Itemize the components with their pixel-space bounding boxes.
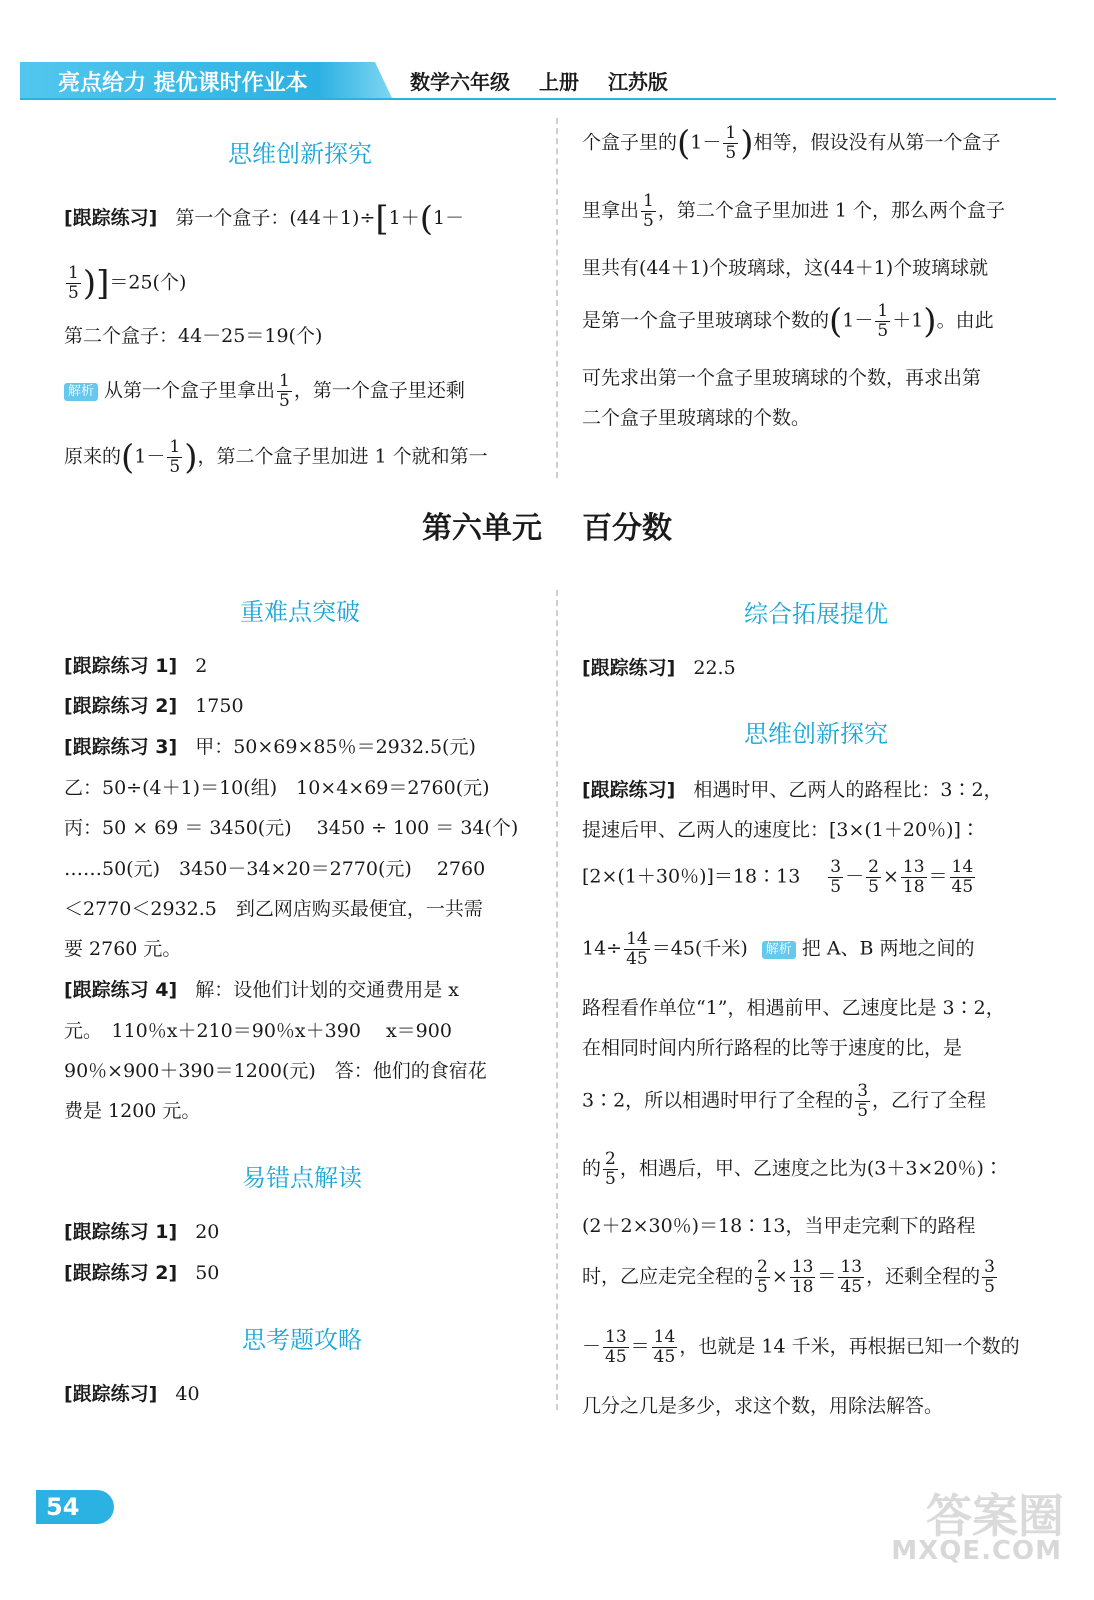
section-title-thinking: 思考题攻略 xyxy=(242,1326,362,1354)
top-left-line-4 xyxy=(64,372,465,411)
innovation-line-5: 路程看作单位“1”，相遇前甲、乙速度比是 3∶2， xyxy=(582,997,1005,1019)
text: 解：设他们计划的交通费用是 x xyxy=(195,979,459,1001)
fraction xyxy=(901,858,927,897)
exercise-3-line-2: 乙：50÷(4＋1)＝10(组) 10×4×69＝2760(元) xyxy=(64,777,490,799)
denominator: 5 xyxy=(868,877,879,897)
denominator: 45 xyxy=(626,949,648,969)
numerator: 3 xyxy=(857,1081,869,1101)
operator: － xyxy=(845,865,865,888)
exercise-4-line-3: 90％×900＋390＝1200(元) 答：他们的食宿花 xyxy=(64,1060,487,1082)
text: 从第一个盒子里拿出 xyxy=(104,379,276,402)
text: 原来的 xyxy=(64,445,122,468)
bracket-close: ] xyxy=(96,263,110,304)
exercise-tag: [跟踪练习] xyxy=(64,1383,158,1405)
operator: × xyxy=(882,865,899,888)
fraction xyxy=(866,858,881,897)
text: 的 xyxy=(582,1157,602,1180)
mistake-exercise-1 xyxy=(64,1220,219,1244)
denominator: 5 xyxy=(877,321,889,341)
fraction xyxy=(652,1328,678,1367)
text: ＝45(千米) xyxy=(651,937,748,960)
text: ，相遇后，甲、乙速度之比为(3＋3×20％)∶ xyxy=(619,1157,1003,1180)
fraction xyxy=(755,1258,770,1297)
denominator: 5 xyxy=(68,283,79,303)
text: 里拿出 xyxy=(582,199,640,222)
text: 14÷ xyxy=(582,937,623,960)
answer: 50 xyxy=(195,1262,220,1284)
innovation-line-4 xyxy=(582,930,975,969)
denominator: 5 xyxy=(169,457,181,477)
denominator: 5 xyxy=(984,1277,995,1297)
exercise-3-line-4: ……50(元) 3450－34×20＝2770(元) 2760 xyxy=(64,858,486,880)
text: [2×(1＋30％)]＝18∶13 xyxy=(582,865,801,888)
top-left-line-1 xyxy=(64,199,465,239)
numerator: 13 xyxy=(840,1257,863,1277)
text: ＋1 xyxy=(892,309,924,332)
denominator: 45 xyxy=(605,1347,627,1367)
exercise-tag: [跟踪练习] xyxy=(582,657,676,679)
numerator: 13 xyxy=(605,1327,627,1347)
operator: × xyxy=(771,1265,788,1288)
numerator: 14 xyxy=(653,1327,676,1347)
denominator: 5 xyxy=(725,143,737,163)
top-right-line-6: 二个盒子里玻璃球的个数。 xyxy=(582,407,811,429)
fraction xyxy=(855,1082,870,1121)
text: ，也就是 14 千米，再根据已知一个数的 xyxy=(679,1335,1020,1358)
header-volume: 上册 xyxy=(538,70,579,94)
top-right-line-1 xyxy=(582,124,1000,163)
exercise-3-line-3: 丙：50 × 69 ＝ 3450(元) 3450 ÷ 100 ＝ 34(个) xyxy=(64,817,519,839)
fraction xyxy=(982,1258,997,1297)
denominator: 45 xyxy=(951,877,974,897)
numerator: 1 xyxy=(279,371,290,391)
fraction xyxy=(828,858,843,897)
fraction xyxy=(723,124,738,163)
exercise-tag: [跟踪练习 4] xyxy=(64,979,178,1001)
paren-close: ) xyxy=(82,263,97,304)
numerator: 1 xyxy=(643,191,654,211)
exercise-3-line-1 xyxy=(64,735,476,759)
top-right-line-5: 可先求出第一个盒子里玻璃球的个数，再求出第 xyxy=(582,367,982,389)
operator: ＝ xyxy=(630,1335,650,1358)
text: ，第二个盒子里加进 1 个就和第一 xyxy=(197,445,488,468)
exercise-tag: [跟踪练习] xyxy=(582,779,676,801)
page-number: 54 xyxy=(36,1490,114,1524)
top-left-line-2 xyxy=(64,264,186,303)
text: 甲：50×69×85％＝2932.5(元) xyxy=(195,736,476,758)
fraction xyxy=(167,438,182,477)
analysis-badge: 解析 xyxy=(64,383,98,401)
paren-open: ( xyxy=(121,437,135,478)
fraction xyxy=(603,1150,618,1189)
paren-close: ) xyxy=(923,301,937,342)
top-left-line-5 xyxy=(64,438,488,477)
fraction xyxy=(624,930,650,969)
fraction xyxy=(641,192,656,231)
section-title-top-left: 思维创新探究 xyxy=(228,140,372,168)
exercise-3-line-6: 要 2760 元。 xyxy=(64,938,182,960)
watermark-site: MXQE.COM xyxy=(891,1536,1062,1566)
section-title-extension: 综合拓展提优 xyxy=(744,600,888,628)
fraction xyxy=(277,372,292,411)
denominator: 5 xyxy=(857,1101,869,1121)
paren-open: ( xyxy=(829,301,843,342)
analysis-badge: 解析 xyxy=(762,941,796,959)
operator: ＝ xyxy=(817,1265,837,1288)
innovation-line-11 xyxy=(582,1328,1020,1367)
text: 3∶2，所以相遇时甲行了全程的 xyxy=(582,1089,854,1112)
exercise-3-line-5: ＜2770＜2932.5 到乙网店购买最便宜，一共需 xyxy=(64,898,483,920)
innovation-line-6: 在相同时间内所行路程的比等于速度的比，是 xyxy=(582,1037,963,1059)
numerator: 13 xyxy=(791,1257,814,1277)
numerator: 2 xyxy=(868,857,879,877)
numerator: 13 xyxy=(902,857,925,877)
top-right-line-3: 里共有(44＋1)个玻璃球，这(44＋1)个玻璃球就 xyxy=(582,257,989,279)
innovation-line-2: 提速后甲、乙两人的速度比：[3×(1＋20％)]∶ xyxy=(582,819,980,841)
denominator: 5 xyxy=(757,1277,768,1297)
fraction xyxy=(838,1258,864,1297)
numerator: 1 xyxy=(169,437,181,457)
answer: 1750 xyxy=(195,695,244,717)
bracket-open: [ xyxy=(375,199,389,239)
mistake-exercise-2 xyxy=(64,1261,219,1285)
numerator: 3 xyxy=(830,857,842,877)
denominator: 5 xyxy=(279,391,290,411)
thinking-exercise xyxy=(64,1382,200,1406)
numerator: 1 xyxy=(877,301,889,321)
denominator: 18 xyxy=(902,877,925,897)
text: 1－ xyxy=(433,207,465,229)
exercise-tag: [跟踪练习 2] xyxy=(64,695,178,717)
denominator: 5 xyxy=(643,211,654,231)
text: 1＋ xyxy=(388,207,420,229)
denominator: 5 xyxy=(830,877,842,897)
extension-exercise xyxy=(582,656,736,680)
numerator: 3 xyxy=(984,1257,995,1277)
denominator: 45 xyxy=(840,1277,863,1297)
answer: 22.5 xyxy=(693,657,736,679)
text: 时，乙应走完全程的 xyxy=(582,1265,754,1288)
numerator: 2 xyxy=(757,1257,768,1277)
paren-open: ( xyxy=(677,123,691,164)
text: ，乙行了全程 xyxy=(872,1089,987,1112)
answer: 40 xyxy=(175,1383,200,1405)
unit-name: 百分数 xyxy=(582,511,672,546)
text: 1－ xyxy=(690,131,722,154)
header-brand: 亮点给力 提优课时作业本 xyxy=(58,71,308,96)
text: 相等，假设没有从第一个盒子 xyxy=(753,131,1001,154)
text: 个盒子里的 xyxy=(582,131,678,154)
section-title-key-points: 重难点突破 xyxy=(240,598,360,626)
header-edition: 江苏版 xyxy=(607,70,668,94)
numerator: 14 xyxy=(951,857,974,877)
header-rule xyxy=(20,98,1056,100)
exercise-tag: [跟踪练习 3] xyxy=(64,736,178,758)
fraction xyxy=(790,1258,816,1297)
text: ，还剩全程的 xyxy=(866,1265,981,1288)
numerator: 1 xyxy=(725,123,737,143)
fraction xyxy=(603,1328,629,1367)
innovation-line-7 xyxy=(582,1082,986,1121)
section-title-innovation: 思维创新探究 xyxy=(744,720,888,748)
fraction xyxy=(950,858,976,897)
unit-number: 第六单元 xyxy=(422,511,542,546)
text: 是第一个盒子里玻璃球个数的 xyxy=(582,309,830,332)
text: 。由此 xyxy=(936,309,994,332)
numerator: 2 xyxy=(605,1149,616,1169)
innovation-line-10 xyxy=(582,1258,999,1297)
numerator: 14 xyxy=(626,929,648,949)
text: 第一个盒子：(44＋1)÷ xyxy=(175,207,376,229)
exercise-tag: [跟踪练习] xyxy=(64,207,158,229)
text: ＝25(个) xyxy=(109,271,187,294)
innovation-line-9: (2＋2×30％)＝18∶13，当甲走完剩下的路程 xyxy=(582,1215,976,1237)
section-title-mistakes: 易错点解读 xyxy=(242,1164,362,1192)
exercise-4-line-4: 费是 1200 元。 xyxy=(64,1100,201,1122)
exercise-2 xyxy=(64,694,244,718)
header-info xyxy=(410,66,690,95)
fraction xyxy=(66,264,81,303)
fraction xyxy=(875,302,890,341)
innovation-line-8 xyxy=(582,1150,1003,1189)
top-right-line-4 xyxy=(582,302,994,341)
column-divider-bottom xyxy=(556,590,558,1410)
denominator: 45 xyxy=(653,1347,676,1367)
text: 1－ xyxy=(134,445,166,468)
paren-open: ( xyxy=(419,199,434,239)
top-right-line-2 xyxy=(582,192,1005,231)
exercise-4-line-2: 元。 110％x＋210＝90％x＋390 x＝900 xyxy=(64,1020,452,1042)
exercise-tag: [跟踪练习 1] xyxy=(64,1221,178,1243)
innovation-line-12: 几分之几是多少，求这个数，用除法解答。 xyxy=(582,1395,944,1417)
denominator: 5 xyxy=(605,1169,616,1189)
innovation-line-3 xyxy=(582,858,977,897)
unit-title xyxy=(0,503,1094,547)
exercise-tag: [跟踪练习 2] xyxy=(64,1262,178,1284)
header-subject: 数学六年级 xyxy=(410,70,510,94)
exercise-4-line-1 xyxy=(64,978,459,1002)
top-left-line-3: 第二个盒子：44－25＝19(个) xyxy=(64,325,323,347)
watermark-logo: 答案圈 xyxy=(926,1489,1064,1543)
text: 1－ xyxy=(842,309,874,332)
operator: － xyxy=(582,1335,602,1358)
answer: 2 xyxy=(195,655,208,677)
answer: 20 xyxy=(195,1221,220,1243)
paren-close: ) xyxy=(184,437,198,478)
operator: ＝ xyxy=(928,865,948,888)
text: ，第二个盒子里加进 1 个，那么两个盒子 xyxy=(657,199,1006,222)
text: ，第一个盒子里还剩 xyxy=(293,379,465,402)
text: 相遇时甲、乙两人的路程比：3∶2， xyxy=(693,779,1003,801)
text: 把 A、B 两地之间的 xyxy=(801,937,975,960)
exercise-1 xyxy=(64,654,207,678)
numerator: 1 xyxy=(68,263,79,283)
column-divider-top xyxy=(556,118,558,478)
innovation-line-1 xyxy=(582,778,1003,802)
paren-close: ) xyxy=(740,123,754,164)
denominator: 18 xyxy=(791,1277,814,1297)
exercise-tag: [跟踪练习 1] xyxy=(64,655,178,677)
